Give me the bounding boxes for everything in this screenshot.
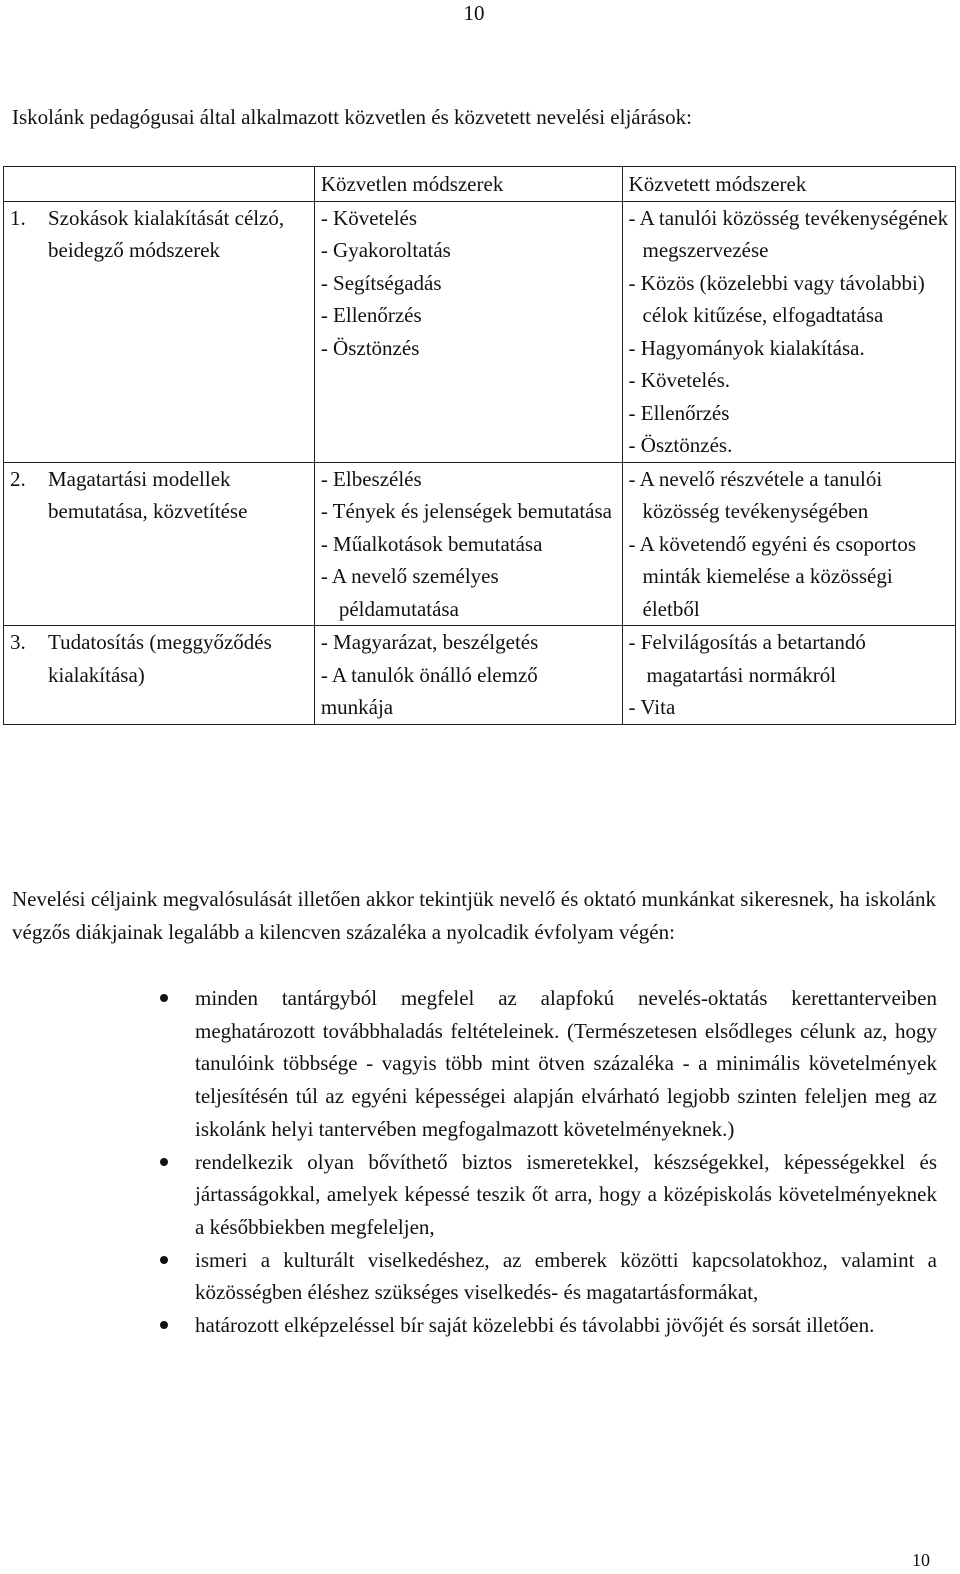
table-header-empty: [4, 167, 315, 202]
methods-table: [3, 166, 956, 725]
list-item: - A tanulók önálló elemző: [320, 662, 538, 687]
bullet-icon: [160, 1321, 168, 1329]
list-item: - Műalkotások bemutatása: [320, 531, 543, 556]
category-number: 1.: [10, 205, 26, 230]
category-cell: [4, 462, 315, 626]
page-number-bottom: 10: [912, 1550, 930, 1570]
page-number-top: 10: [463, 1, 485, 25]
category-cell: [4, 626, 315, 725]
list-item: - Tények és jelenségek bemutatása: [320, 499, 612, 523]
table-header-indirect: Közvetett módszerek: [622, 167, 955, 202]
list-item: munkája: [320, 695, 394, 719]
direct-methods-cell: [314, 462, 622, 626]
category-number: 3.: [10, 630, 26, 654]
list-item: - Hagyományok kialakítása.: [628, 335, 865, 360]
category-label: Tudatosítás (meggyőződés kialakítása): [48, 630, 272, 687]
list-item: - Magyarázat, beszélgetés: [320, 630, 539, 654]
category-number: 2.: [10, 466, 26, 491]
category-label: Szokások kialakítását célzó, beidegző módszerek: [48, 205, 285, 262]
table-header-row: [4, 167, 956, 202]
bullet-icon: [160, 1158, 168, 1166]
list-item: - Ellenőrzés: [628, 400, 730, 425]
direct-methods-cell: [314, 626, 622, 725]
list-item: - A tanulói közösség tevékenységének megszervezése: [628, 205, 949, 262]
list-item: - A nevelő részvétele a tanulói közösség tevékenységében: [628, 466, 883, 523]
list-item: - Vita: [628, 695, 676, 719]
goals-paragraph: Nevelési céljaink megvalósulását illetően akkor tekintjük nevelő és oktató munkánkat sikeresnek, ha iskolánk végzős diákjainak legalább a kilencven százaléka a nyolcadik évfolyam végén:: [12, 887, 936, 944]
bullet-icon: [160, 1256, 168, 1264]
category-label: Magatartási modellek bemutatása, közvetítése: [48, 466, 248, 523]
bullet-text: minden tantárgyból megfelel az alapfokú nevelés-oktatás kerettanterveiben meghatározott továbbhaladás feltételeinek. (Természetesen elsődleges célunk az, hogy tanulóink többsége - vagyis több mint ötven százaléka - a minimális követelmények teljesítésén túl az egyéni képességei alapján elvárható legjobb szinten feleljen meg az iskolánk helyi tantervében megfogalmazott követelményeknek.): [195, 986, 937, 1141]
list-item: - Segítségadás: [320, 270, 442, 295]
list-item: - Ösztönzés: [320, 335, 420, 360]
list-item: - Követelés.: [628, 368, 730, 392]
list-item: [160, 1309, 937, 1342]
list-item: - Elbeszélés: [320, 466, 422, 491]
bullet-text: ismeri a kulturált viselkedéshez, az emberek közötti kapcsolatokhoz, valamint a közösségben éléshez szükséges viselkedés- és magatartásformákat,: [195, 1247, 937, 1305]
table-row: [4, 626, 956, 725]
indirect-methods-cell: [622, 626, 955, 725]
bullet-text: rendelkezik olyan bővíthető biztos ismeretekkel, készségekkel, képességekkel és jártasságokkal, amelyek képessé teszik őt arra, hogy a középiskolás követelményeknek a későbbiekben megfeleljen,: [195, 1149, 937, 1239]
list-item: - Követelés: [320, 205, 418, 230]
table-row: [4, 462, 956, 626]
bullet-text: határozott elképzeléssel bír saját közelebbi és távolabbi jövőjét és sorsát illetően.: [195, 1313, 875, 1338]
list-item: - A követendő egyéni és csoportos minták kiemelése a közösségi életből: [628, 531, 917, 621]
direct-methods-cell: [314, 201, 622, 462]
table-row: [4, 201, 956, 462]
category-cell: [4, 201, 315, 462]
list-item: [160, 1244, 937, 1309]
intro-heading: Iskolánk pedagógusai által alkalmazott közvetlen és közvetett nevelési eljárások:: [12, 105, 692, 129]
table-header-direct: Közvetlen módszerek: [314, 167, 622, 202]
list-item: [160, 982, 937, 1146]
list-item: - Felvilágosítás a betartandó magatartási normákról: [628, 630, 866, 687]
list-item: - Ellenőrzés: [320, 303, 422, 327]
list-item: - A nevelő személyes példamutatása: [320, 564, 499, 621]
bullet-icon: [160, 994, 168, 1002]
goals-list: [160, 982, 937, 1342]
indirect-methods-cell: [622, 201, 955, 462]
list-item: - Gyakoroltatás: [320, 238, 451, 262]
list-item: - Közös (közelebbi vagy távolabbi) célok kitűzése, elfogadtatása: [628, 270, 925, 327]
list-item: - Ösztönzés.: [628, 433, 733, 457]
indirect-methods-cell: [622, 462, 955, 626]
list-item: [160, 1146, 937, 1244]
